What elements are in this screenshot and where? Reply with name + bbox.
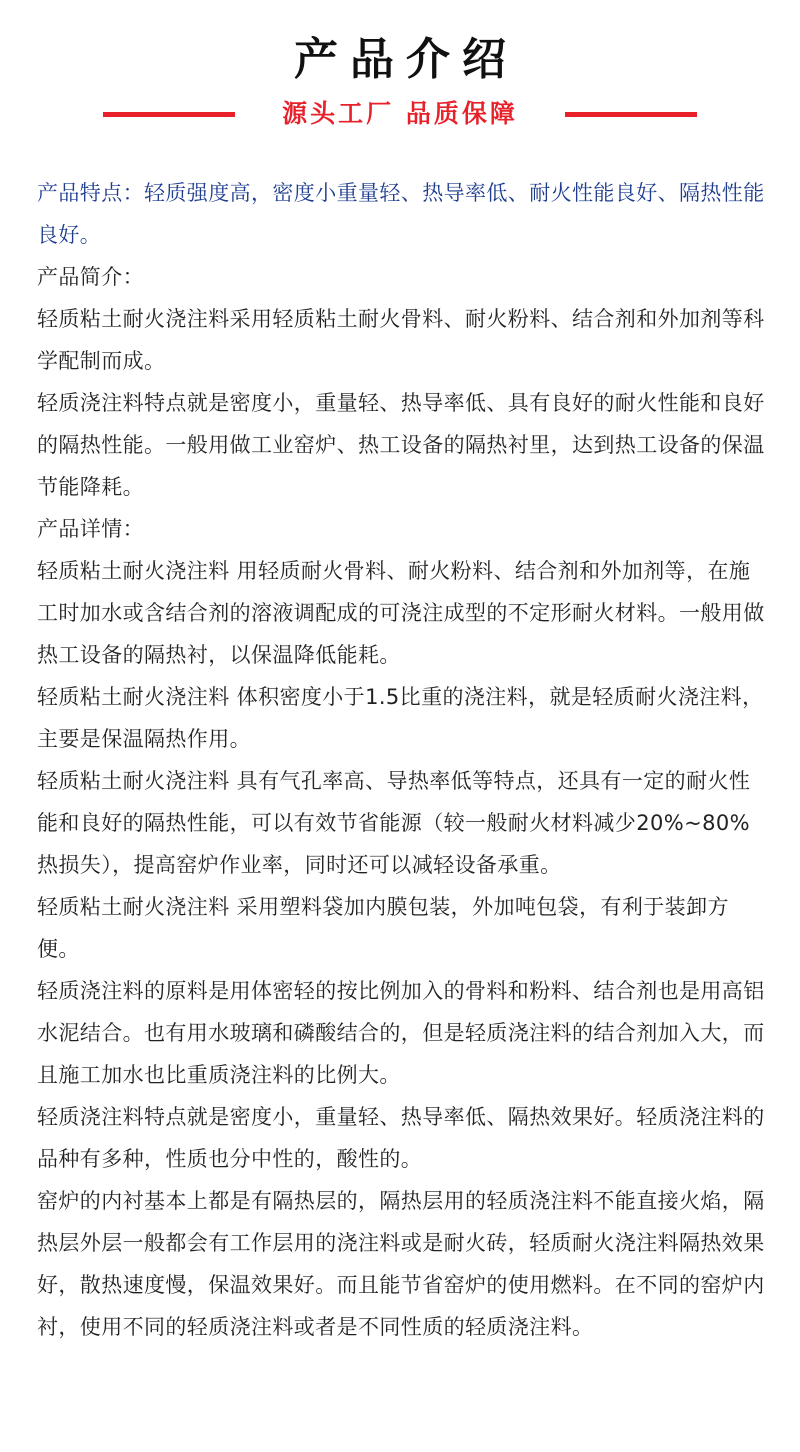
intro-paragraph: 轻质粘土耐火浇注料采用轻质粘土耐火骨料、耐火粉料、结合剂和外加剂等科学配制而成。 xyxy=(37,307,765,373)
details-heading: 产品详情： xyxy=(37,517,144,541)
details-paragraph: 轻质粘土耐火浇注料 采用塑料袋加内膜包装，外加吨包袋，有利于装卸方便。 xyxy=(37,895,729,961)
intro-paragraph: 轻质浇注料特点就是密度小，重量轻、热导率低、具有良好的耐火性能和良好的隔热性能。一般用做工业窑炉、热工设备的隔热衬里，达到热工设备的保温节能降耗。 xyxy=(37,391,765,499)
subtitle-row xyxy=(0,94,800,134)
details-paragraph: 轻质浇注料特点就是密度小，重量轻、热导率低、隔热效果好。轻质浇注料的品种有多种，性质也分中性的，酸性的。 xyxy=(37,1105,765,1171)
subtitle: 源头工厂 品质保障 xyxy=(282,99,518,128)
details-paragraph: 轻质粘土耐火浇注料 具有气孔率高、导热率低等特点，还具有一定的耐火性能和良好的隔热性能，可以有效节省能源（较一般耐火材料减少20%~80%热损失），提高窑炉作业率，同时还可以减轻设备承重。 xyxy=(37,769,751,877)
details-paragraph: 轻质浇注料的原料是用体密轻的按比例加入的骨料和粉料、结合剂也是用高铝水泥结合。也有用水玻璃和磷酸结合的，但是轻质浇注料的结合剂加入大，而且施工加水也比重质浇注料的比例大。 xyxy=(37,979,765,1087)
page-title: 产品介绍 xyxy=(294,34,518,85)
details-paragraph: 轻质粘土耐火浇注料 体积密度小于1.5比重的浇注料，就是轻质耐火浇注料，主要是保温隔热作用。 xyxy=(37,685,764,751)
page-header xyxy=(0,0,800,150)
details-paragraph: 轻质粘土耐火浇注料 用轻质耐火骨料、耐火粉料、结合剂和外加剂等，在施工时加水或含结合剂的溶液调配成的可浇注成型的不定形耐火材料。一般用做热工设备的隔热衬，以保温降低能耗。 xyxy=(37,559,765,667)
details-paragraph: 窑炉的内衬基本上都是有隔热层的，隔热层用的轻质浇注料不能直接火焰，隔热层外层一般都会有工作层用的浇注料或是耐火砖，轻质耐火浇注料隔热效果好，散热速度慢，保温效果好。而且能节省窑炉的使用燃料。在不同的窑炉内衬，使用不同的轻质浇注料或者是不同性质的轻质浇注料。 xyxy=(37,1189,765,1339)
product-description xyxy=(37,172,767,1348)
right-divider-line xyxy=(565,112,697,117)
left-divider-line xyxy=(103,112,235,117)
product-features: 产品特点：轻质强度高，密度小重量轻、热导率低、耐火性能良好、隔热性能良好。 xyxy=(37,181,765,247)
intro-heading: 产品简介： xyxy=(37,265,144,289)
